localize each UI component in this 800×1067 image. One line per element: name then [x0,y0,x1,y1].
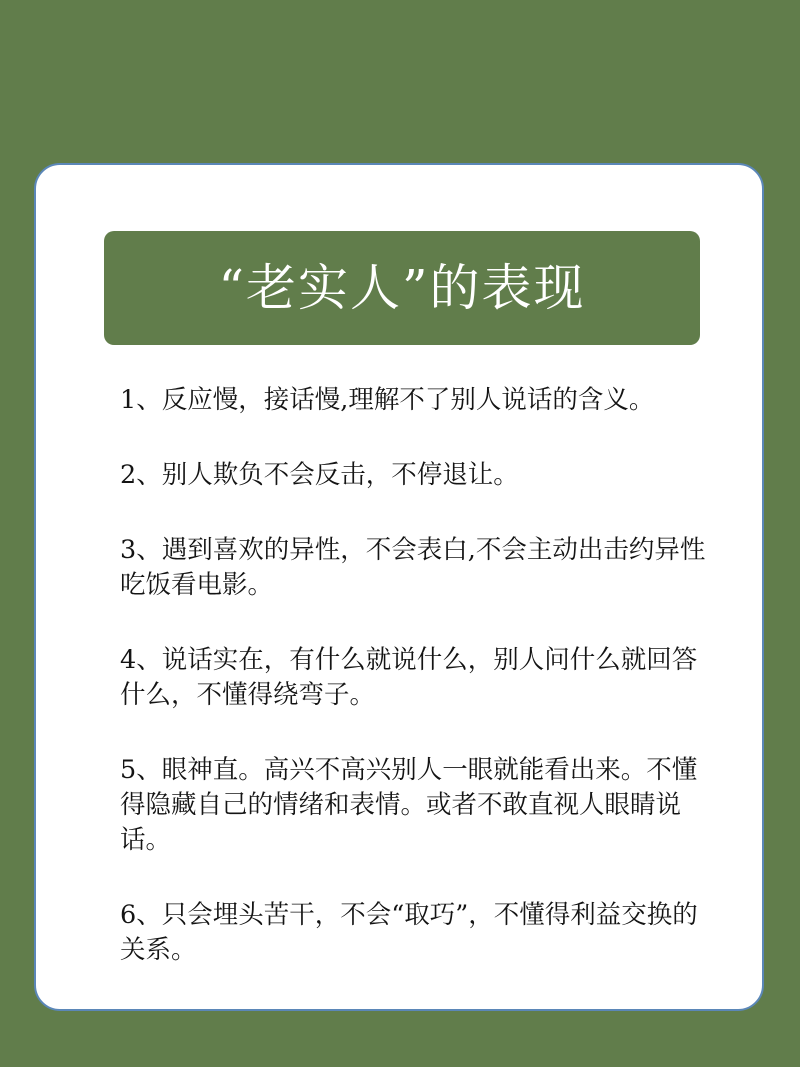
content-card [34,163,764,1011]
list-item: 4、说话实在，有什么就说什么，别人问什么就回答什么，不懂得绕弯子。 [120,645,698,710]
page-title: “老实人”的表现 [218,259,586,317]
list-item: 6、只会埋头苦干，不会“取巧”，不懂得利益交换的关系。 [120,900,698,965]
list-item: 2、别人欺负不会反击，不停退让。 [120,460,519,490]
list-item: 1、反应慢，接话慢,理解不了别人说话的含义。 [120,385,655,415]
list-item: 3、遇到喜欢的异性，不会表白,不会主动出击约异性吃饭看电影。 [120,535,706,600]
list-item: 5、眼神直。高兴不高兴别人一眼就能看出来。不懂得隐藏自己的情绪和表情。或者不敢直视人眼睛说话。 [120,755,698,855]
title-banner [104,231,700,345]
trait-list [120,383,710,1008]
